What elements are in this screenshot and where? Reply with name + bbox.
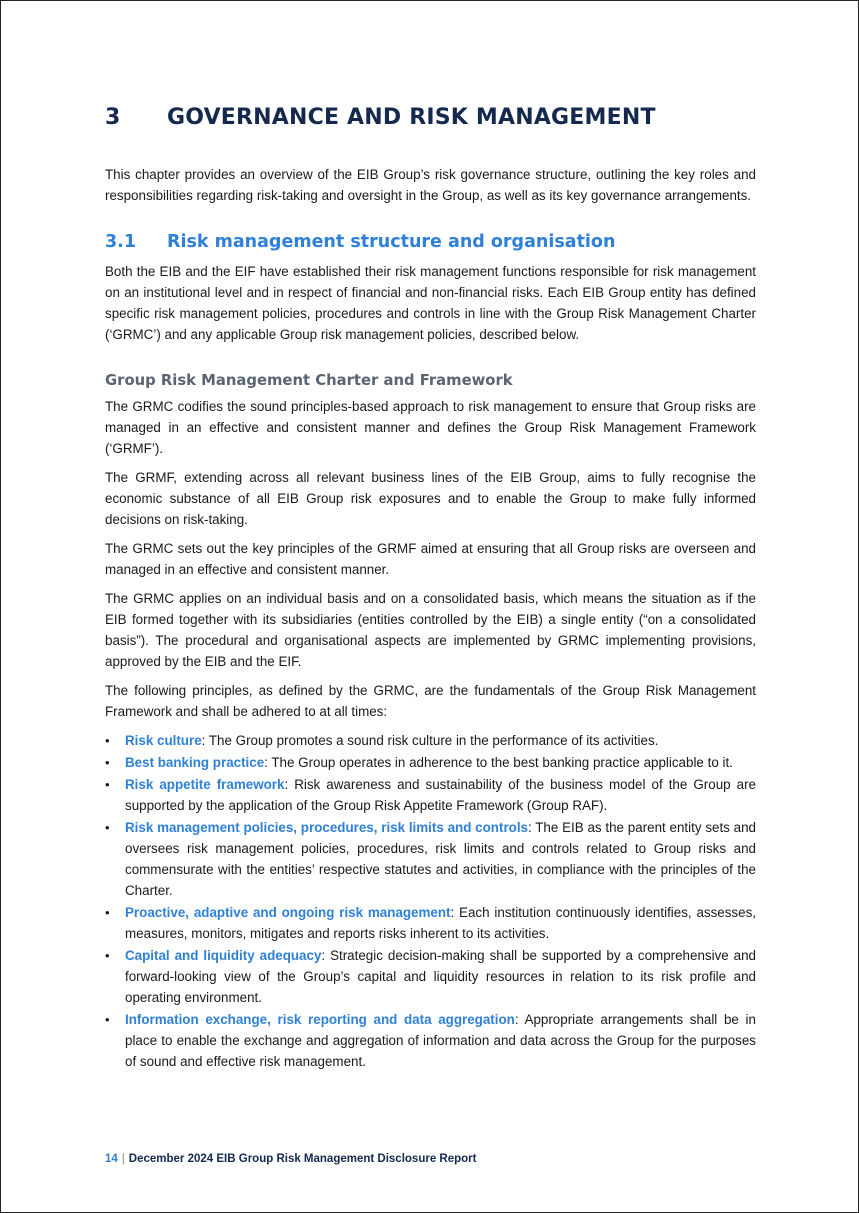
list-item [105,945,756,1008]
bullet-icon: • [105,948,110,963]
principle-text: : Strategic decision-making shall be supported by a comprehensive and forward-looking view of the Group’s capital and liquidity resources in relation to its risk profile and operating environment. [125,948,756,1005]
bullet-icon: • [105,777,110,792]
principle-term: Information exchange, risk reporting and data aggregation [125,1012,515,1027]
report-title: December 2024 EIB Group Risk Management Disclosure Report [128,1153,477,1165]
grmc-paragraph-1: The GRMC codifies the sound principles-based approach to risk management to ensure that Group risks are managed in an effective and consistent manner and defines the Group Risk Management Framework (‘GRMF’). [105,399,756,456]
list-item [105,1009,756,1072]
bullet-icon: • [105,905,110,920]
subsection-heading: Group Risk Management Charter and Framework [105,372,513,389]
section-paragraph: Both the EIB and the EIF have established their risk management functions responsible for risk management on an institutional level and in respect of financial and non-financial risks. Each EIB Group entity has defined specific risk management policies, procedures and controls in line with the Group Risk Management Charter (‘GRMC’) and any applicable Group risk management policies, described below. [105,264,756,342]
chapter-number: 3 [105,105,121,130]
principle-term: Proactive, adaptive and ongoing risk management [125,905,451,920]
bullet-icon: • [105,820,110,835]
principle-text: : The EIB as the parent entity sets and oversees risk management policies, procedures, risk limits and controls related to Group risks and commensurate with the entities’ respective statutes and activities, in compliance with the principles of the Charter. [125,820,756,898]
section-title: Risk management structure and organisation [167,232,616,252]
bullet-icon: • [105,755,110,770]
principle-term: Risk appetite framework [125,777,285,792]
footer-separator: | [121,1153,125,1165]
section-number: 3.1 [105,232,137,252]
page-number: 14 [105,1153,118,1165]
section-heading [105,232,756,252]
chapter-heading [105,105,756,130]
page-content [105,105,756,1073]
principle-term: Risk culture [125,733,202,748]
intro-paragraph: This chapter provides an overview of the EIB Group’s risk governance structure, outlining the key roles and responsibilities regarding risk-taking and oversight in the Group, as well as its key governance arrangements. [105,167,756,203]
grmc-paragraph-5: The following principles, as defined by the GRMC, are the fundamentals of the Group Risk Management Framework and shall be adhered to at all times: [105,683,756,719]
grmc-paragraph-4: The GRMC applies on an individual basis and on a consolidated basis, which means the situation as if the EIB formed together with its subsidiaries (entities controlled by the EIB) a single entity (“on a consolidated basis”). The procedural and organisational aspects are implemented by GRMC implementing provisions, approved by the EIB and the EIF. [105,591,756,669]
principles-list [105,730,756,1072]
grmc-paragraph-2: The GRMF, extending across all relevant business lines of the EIB Group, aims to fully recognise the economic substance of all EIB Group risk exposures and to enable the Group to make fully informed decisions on risk-taking. [105,470,756,527]
list-item [105,752,756,773]
grmc-paragraph-3: The GRMC sets out the key principles of the GRMF aimed at ensuring that all Group risks are overseen and managed in an effective and consistent manner. [105,541,756,577]
list-item [105,817,756,901]
principle-text: : Appropriate arrangements shall be in place to enable the exchange and aggregation of information and data across the Group for the purposes of sound and effective risk management. [125,1012,756,1069]
bullet-icon: • [105,733,110,748]
bullet-icon: • [105,1012,110,1027]
list-item [105,774,756,816]
page-footer [105,1153,476,1165]
principle-term: Best banking practice [125,755,265,770]
principle-text: : Risk awareness and sustainability of the business model of the Group are supported by the application of the Group Risk Appetite Framework (Group RAF). [125,777,756,813]
principle-term: Risk management policies, procedures, risk limits and controls [125,820,528,835]
principle-term: Capital and liquidity adequacy [125,948,322,963]
list-item [105,730,756,751]
principle-text: : Each institution continuously identifies, assesses, measures, monitors, mitigates and reports risks inherent to its activities. [125,905,756,941]
list-item [105,902,756,944]
chapter-title: GOVERNANCE AND RISK MANAGEMENT [167,105,656,130]
principle-text: : The Group operates in adherence to the best banking practice applicable to it. [264,755,733,770]
principle-text: : The Group promotes a sound risk culture in the performance of its activities. [201,733,659,748]
